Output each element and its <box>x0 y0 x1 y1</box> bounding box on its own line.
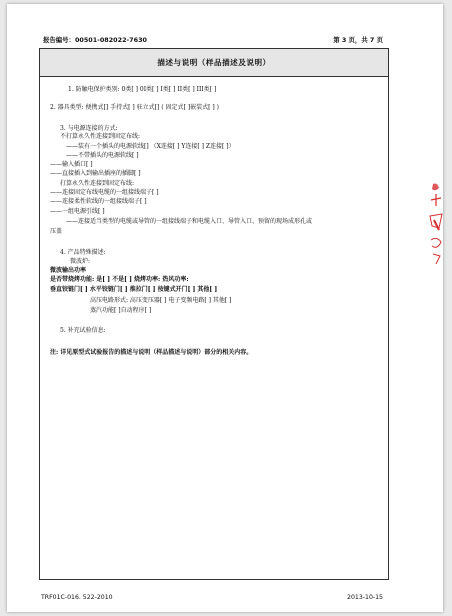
plug-cord-line: ——装有一个插头的电源软线[] （X连接[ ] Y连接[ ] Z连接[ ]） <box>66 143 235 150</box>
hv-circuit-line: 高压电路形式: 高压变压器[ ] 电子变频电路[ ] 其他[ ] <box>90 297 232 304</box>
special-description-heading: 4. 产品特殊描述: <box>60 249 106 256</box>
report-number: 报告编号：00501-082022-7630 <box>43 36 147 44</box>
microwave-output-power: 微波输出功率 <box>50 267 87 274</box>
door-type-line: 垂直铰链门[ ] 水平铰链门[ ] 推拉门[ ] 按键式开门[ ] 其他[ ] <box>50 286 218 293</box>
red-seal-stamp-icon <box>427 180 443 266</box>
appliance-type-line: 2. 器具类型: 便携式[] 手持式[ ] 驻立式[] ( 固定式[ ]嵌装式[ ] ) <box>50 104 219 111</box>
permanent-heading: 打算永久性连接到固定布线: <box>60 180 135 187</box>
cord-no-plug-line: ——不带插头的电源软线[ ] <box>66 152 139 159</box>
protection-class-line: 1. 防触电保护类别: 0类[ ] 0I类[ ] I类[ ] II类[ ] III类[ ] <box>68 86 217 93</box>
section-title: 描述与说明（样品描述及说明） <box>40 49 388 77</box>
gland-line: 压盖 <box>50 228 63 235</box>
form-number: TRF01C-016. 522-2010 <box>41 594 113 601</box>
note-line: 注: 详见原型式试验报告的描述与说明（样品描述与说明）部分的相关内容。 <box>50 349 253 356</box>
microwave-label: 微波炉: <box>70 258 91 265</box>
document-page <box>7 4 443 612</box>
steam-function-line: 蒸汽功能[ ]自动程序[ ] <box>90 307 152 314</box>
supplementary-info-heading: 5. 补充试验信息: <box>60 327 106 334</box>
pins-line: ——直接插入到输出插座的插脚[ ] <box>50 170 141 177</box>
grill-function-line: 是否带烧烤功能: 是[ ] 不是[ ] 烧烤功率: 热风功率: <box>50 276 189 283</box>
description-table <box>39 48 389 580</box>
fixed-wiring-terminals-line: ——连接固定布线电缆的一组接线端子[ ] <box>50 189 159 196</box>
supply-connection-heading: 3. 与电源连接的方式: <box>60 125 118 132</box>
inlet-line: ——输入插口[ ] <box>50 161 93 168</box>
flexible-cord-terminals-line: ——连接柔性软线的一组接线端子[ ] <box>50 198 147 205</box>
issue-date: 2013-10-15 <box>347 594 383 601</box>
non-permanent-heading: 不打算永久性连接到固定布线: <box>60 133 141 140</box>
page-counter: 第 3 页，共 7 页 <box>333 36 383 44</box>
cable-conduit-line: ——连接适当类型的电缆或导管的一组接线端子和电缆入口、导管入口、预留的现场成形孔或 <box>66 218 313 225</box>
supply-leads-line: ——一组电源引线[ ] <box>50 208 105 215</box>
